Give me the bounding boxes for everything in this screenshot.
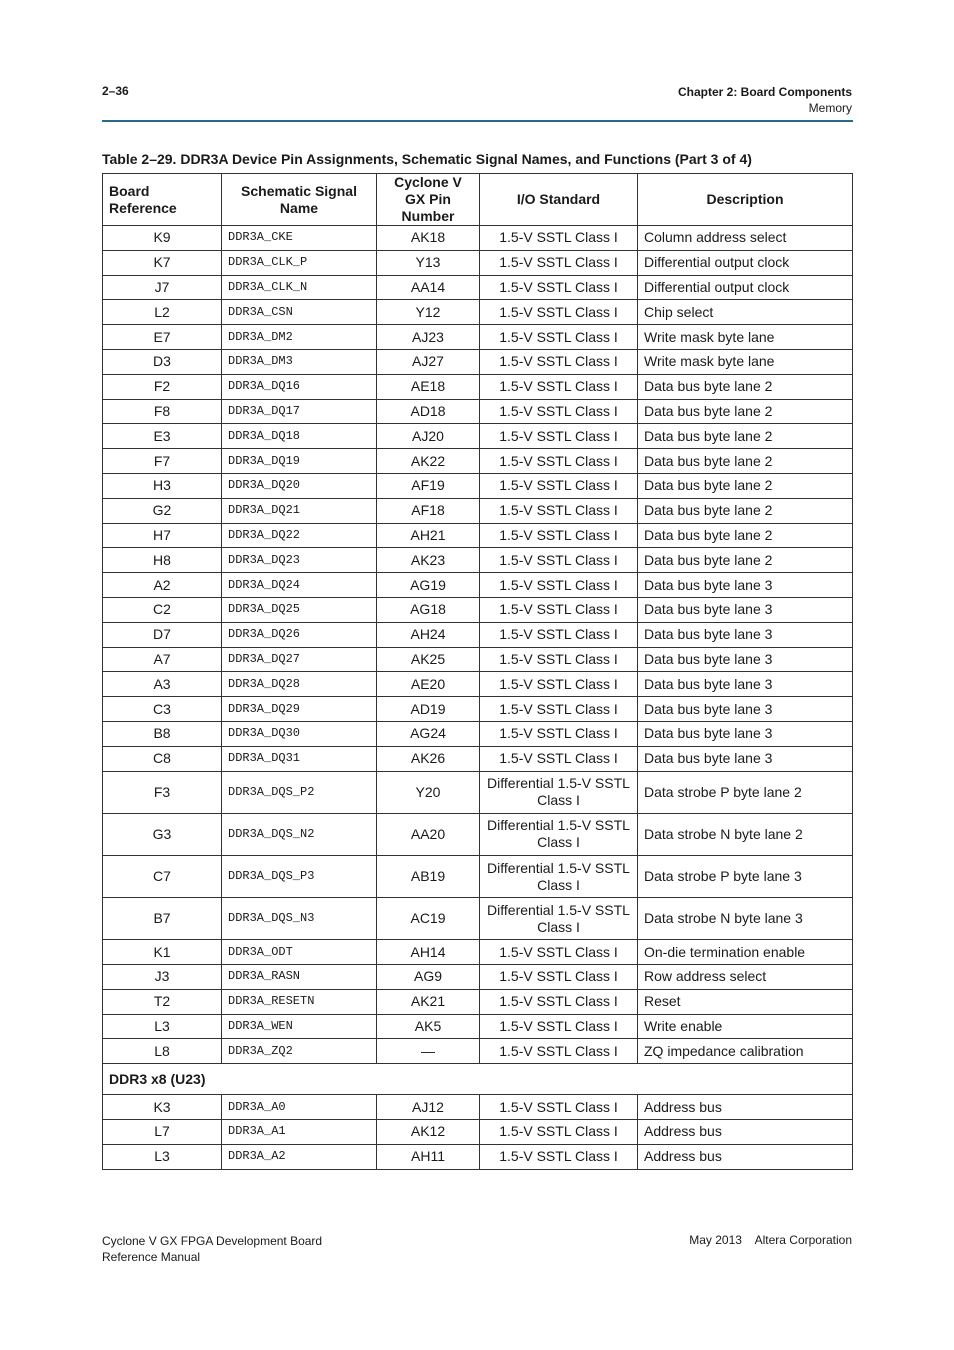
signal-name-cell: DDR3A_CLK_P [222,250,377,275]
io-standard-cell: 1.5-V SSTL Class I [480,965,638,990]
pin-number-cell: AC19 [377,898,480,940]
pin-number-cell: AJ12 [377,1095,480,1120]
pin-number-cell: AK18 [377,226,480,251]
description-cell: Data bus byte lane 2 [638,473,853,498]
pin-number-cell: AF18 [377,498,480,523]
io-standard-cell: 1.5-V SSTL Class I [480,1095,638,1120]
description-cell: Data bus byte lane 2 [638,374,853,399]
board-reference-cell: L8 [103,1039,222,1064]
pin-number-cell: Y20 [377,771,480,813]
pin-number-cell: AG18 [377,597,480,622]
section-title: Memory [808,101,852,115]
io-standard-cell: 1.5-V SSTL Class I [480,672,638,697]
table-row [103,498,853,523]
footer-date-company: May 2013 Altera Corporation [689,1233,852,1247]
footer-doc-title [102,1233,322,1265]
board-reference-cell: F3 [103,771,222,813]
table-row [103,548,853,573]
board-reference-cell: J7 [103,275,222,300]
pin-number-cell: AE20 [377,672,480,697]
table-row [103,1144,853,1169]
table-row [103,1039,853,1064]
pin-number-cell: AJ27 [377,349,480,374]
signal-name-cell: DDR3A_CLK_N [222,275,377,300]
table-row [103,940,853,965]
description-cell: ZQ impedance calibration [638,1039,853,1064]
board-reference-cell: L7 [103,1120,222,1145]
pin-number-cell: — [377,1039,480,1064]
table-row [103,349,853,374]
io-standard-cell: 1.5-V SSTL Class I [480,349,638,374]
description-cell: Address bus [638,1144,853,1169]
column-header: I/O Standard [480,174,638,226]
pin-number-cell: AE18 [377,374,480,399]
table-row [103,813,853,855]
doc-title: Cyclone V GX FPGA Development Board [102,1234,323,1248]
io-standard-cell: 1.5-V SSTL Class I [480,399,638,424]
signal-name-cell: DDR3A_DQ17 [222,399,377,424]
signal-name-cell: DDR3A_DQ24 [222,573,377,598]
table-row [103,1014,853,1039]
pin-number-cell: AK23 [377,548,480,573]
table-row [103,573,853,598]
signal-name-cell: DDR3A_DQS_P2 [222,771,377,813]
table-row [103,250,853,275]
io-standard-cell: 1.5-V SSTL Class I [480,523,638,548]
io-standard-cell: 1.5-V SSTL Class I [480,622,638,647]
io-standard-cell: 1.5-V SSTL Class I [480,473,638,498]
signal-name-cell: DDR3A_DQ23 [222,548,377,573]
description-cell: Data bus byte lane 3 [638,573,853,598]
board-reference-cell: G2 [103,498,222,523]
board-reference-cell: G3 [103,813,222,855]
description-cell: Reset [638,989,853,1014]
io-standard-cell: 1.5-V SSTL Class I [480,1144,638,1169]
pin-number-cell: AK22 [377,449,480,474]
description-cell: Differential output clock [638,250,853,275]
board-reference-cell: K9 [103,226,222,251]
io-standard-cell: Differential 1.5-V SSTL Class I [480,898,638,940]
pin-number-cell: Y13 [377,250,480,275]
board-reference-cell: B7 [103,898,222,940]
table-row [103,989,853,1014]
pin-number-cell: AG9 [377,965,480,990]
description-cell: Data bus byte lane 3 [638,597,853,622]
table-row [103,1095,853,1120]
signal-name-cell: DDR3A_CSN [222,300,377,325]
pin-number-cell: AG24 [377,721,480,746]
description-cell: Data bus byte lane 3 [638,746,853,771]
io-standard-cell: 1.5-V SSTL Class I [480,250,638,275]
page-number: 2–36 [102,84,129,98]
signal-name-cell: DDR3A_A1 [222,1120,377,1145]
description-cell: Data bus byte lane 2 [638,424,853,449]
table-row [103,622,853,647]
table-row [103,746,853,771]
description-cell: Column address select [638,226,853,251]
pin-number-cell: AK26 [377,746,480,771]
description-cell: Data bus byte lane 2 [638,548,853,573]
signal-name-cell: DDR3A_WEN [222,1014,377,1039]
pin-number-cell: AD18 [377,399,480,424]
board-reference-cell: H3 [103,473,222,498]
pin-number-cell: AJ23 [377,325,480,350]
table-body [103,1095,853,1169]
signal-name-cell: DDR3A_DQ16 [222,374,377,399]
pin-number-cell: AJ20 [377,424,480,449]
io-standard-cell: 1.5-V SSTL Class I [480,647,638,672]
table-row [103,449,853,474]
signal-name-cell: DDR3A_DQ19 [222,449,377,474]
io-standard-cell: 1.5-V SSTL Class I [480,746,638,771]
signal-name-cell: DDR3A_DM2 [222,325,377,350]
signal-name-cell: DDR3A_CKE [222,226,377,251]
table-header-row [103,174,853,226]
description-cell: Data bus byte lane 2 [638,498,853,523]
running-header [678,84,852,116]
board-reference-cell: D3 [103,349,222,374]
table-row [103,399,853,424]
board-reference-cell: F2 [103,374,222,399]
board-reference-cell: F8 [103,399,222,424]
board-reference-cell: H8 [103,548,222,573]
description-cell: Write enable [638,1014,853,1039]
description-cell: Data strobe P byte lane 3 [638,855,853,897]
description-cell: Data strobe P byte lane 2 [638,771,853,813]
signal-name-cell: DDR3A_RASN [222,965,377,990]
signal-name-cell: DDR3A_A0 [222,1095,377,1120]
board-reference-cell: H7 [103,523,222,548]
description-cell: Data bus byte lane 2 [638,399,853,424]
table-row [103,771,853,813]
table-row [103,473,853,498]
description-cell: Data bus byte lane 3 [638,697,853,722]
signal-name-cell: DDR3A_DQ22 [222,523,377,548]
table-row [103,672,853,697]
io-standard-cell: 1.5-V SSTL Class I [480,300,638,325]
board-reference-cell: C7 [103,855,222,897]
table-row [103,275,853,300]
signal-name-cell: DDR3A_DQ30 [222,721,377,746]
signal-name-cell: DDR3A_DQS_P3 [222,855,377,897]
io-standard-cell: 1.5-V SSTL Class I [480,1014,638,1039]
description-cell: Data bus byte lane 3 [638,622,853,647]
table-body [103,226,853,1064]
chapter-title: Chapter 2: Board Components [677,85,852,99]
signal-name-cell: DDR3A_DQ25 [222,597,377,622]
signal-name-cell: DDR3A_DQS_N2 [222,813,377,855]
table-row [103,697,853,722]
signal-name-cell: DDR3A_RESETN [222,989,377,1014]
description-cell: Data strobe N byte lane 3 [638,898,853,940]
pin-number-cell: AK12 [377,1120,480,1145]
board-reference-cell: L3 [103,1144,222,1169]
signal-name-cell: DDR3A_ZQ2 [222,1039,377,1064]
table-row [103,721,853,746]
board-reference-cell: D7 [103,622,222,647]
signal-name-cell: DDR3A_DQ21 [222,498,377,523]
board-reference-cell: K7 [103,250,222,275]
signal-name-cell: DDR3A_DQ28 [222,672,377,697]
section-label: DDR3 x8 (U23) [103,1064,853,1095]
table-row [103,300,853,325]
pin-number-cell: AH14 [377,940,480,965]
table-row [103,898,853,940]
board-reference-cell: L3 [103,1014,222,1039]
description-cell: Address bus [638,1095,853,1120]
board-reference-cell: C2 [103,597,222,622]
signal-name-cell: DDR3A_ODT [222,940,377,965]
column-header: Cyclone V GX Pin Number [377,174,480,226]
pin-number-cell: AA20 [377,813,480,855]
header-rule [102,120,853,122]
description-cell: On-die termination enable [638,940,853,965]
table-row [103,1120,853,1145]
board-reference-cell: F7 [103,449,222,474]
signal-name-cell: DDR3A_DQS_N3 [222,898,377,940]
description-cell: Data bus byte lane 2 [638,523,853,548]
io-standard-cell: 1.5-V SSTL Class I [480,989,638,1014]
io-standard-cell: 1.5-V SSTL Class I [480,1120,638,1145]
table-row [103,226,853,251]
board-reference-cell: A3 [103,672,222,697]
description-cell: Data bus byte lane 3 [638,647,853,672]
description-cell: Data bus byte lane 3 [638,672,853,697]
table-caption: Table 2–29. DDR3A Device Pin Assignments, Schematic Signal Names, and Functions (Part 3 of 4) [102,151,752,167]
column-header: Schematic Signal Name [222,174,377,226]
board-reference-cell: E7 [103,325,222,350]
io-standard-cell: 1.5-V SSTL Class I [480,697,638,722]
table-row [103,647,853,672]
description-cell: Differential output clock [638,275,853,300]
board-reference-cell: K3 [103,1095,222,1120]
io-standard-cell: 1.5-V SSTL Class I [480,275,638,300]
table-row [103,523,853,548]
pin-number-cell: AG19 [377,573,480,598]
io-standard-cell: 1.5-V SSTL Class I [480,597,638,622]
table-row [103,325,853,350]
io-standard-cell: 1.5-V SSTL Class I [480,573,638,598]
pin-number-cell: AK5 [377,1014,480,1039]
pin-number-cell: AH21 [377,523,480,548]
board-reference-cell: J3 [103,965,222,990]
pin-number-cell: AF19 [377,473,480,498]
description-cell: Data bus byte lane 2 [638,449,853,474]
table-row [103,374,853,399]
io-standard-cell: 1.5-V SSTL Class I [480,374,638,399]
signal-name-cell: DDR3A_DM3 [222,349,377,374]
io-standard-cell: 1.5-V SSTL Class I [480,721,638,746]
signal-name-cell: DDR3A_DQ29 [222,697,377,722]
pin-number-cell: Y12 [377,300,480,325]
column-header: Board Reference [103,174,222,226]
pin-number-cell: AB19 [377,855,480,897]
table-row [103,855,853,897]
signal-name-cell: DDR3A_DQ18 [222,424,377,449]
description-cell: Address bus [638,1120,853,1145]
description-cell: Row address select [638,965,853,990]
description-cell: Data bus byte lane 3 [638,721,853,746]
pin-number-cell: AH24 [377,622,480,647]
signal-name-cell: DDR3A_A2 [222,1144,377,1169]
section-row [103,1064,853,1095]
board-reference-cell: C8 [103,746,222,771]
board-reference-cell: A7 [103,647,222,672]
io-standard-cell: Differential 1.5-V SSTL Class I [480,855,638,897]
io-standard-cell: 1.5-V SSTL Class I [480,449,638,474]
pin-assignment-table [102,173,853,1170]
io-standard-cell: 1.5-V SSTL Class I [480,424,638,449]
description-cell: Data strobe N byte lane 2 [638,813,853,855]
table-row [103,424,853,449]
io-standard-cell: 1.5-V SSTL Class I [480,940,638,965]
signal-name-cell: DDR3A_DQ26 [222,622,377,647]
description-cell: Write mask byte lane [638,325,853,350]
table-section [103,1064,853,1095]
description-cell: Write mask byte lane [638,349,853,374]
description-cell: Chip select [638,300,853,325]
io-standard-cell: Differential 1.5-V SSTL Class I [480,771,638,813]
doc-subtitle: Reference Manual [102,1250,201,1264]
table-row [103,597,853,622]
board-reference-cell: E3 [103,424,222,449]
io-standard-cell: 1.5-V SSTL Class I [480,1039,638,1064]
column-header: Description [638,174,853,226]
signal-name-cell: DDR3A_DQ27 [222,647,377,672]
io-standard-cell: 1.5-V SSTL Class I [480,325,638,350]
pin-number-cell: AH11 [377,1144,480,1169]
io-standard-cell: Differential 1.5-V SSTL Class I [480,813,638,855]
signal-name-cell: DDR3A_DQ31 [222,746,377,771]
board-reference-cell: B8 [103,721,222,746]
board-reference-cell: L2 [103,300,222,325]
pin-number-cell: AK25 [377,647,480,672]
pin-number-cell: AD19 [377,697,480,722]
pin-number-cell: AA14 [377,275,480,300]
io-standard-cell: 1.5-V SSTL Class I [480,226,638,251]
io-standard-cell: 1.5-V SSTL Class I [480,548,638,573]
table-row [103,965,853,990]
io-standard-cell: 1.5-V SSTL Class I [480,498,638,523]
board-reference-cell: T2 [103,989,222,1014]
signal-name-cell: DDR3A_DQ20 [222,473,377,498]
board-reference-cell: K1 [103,940,222,965]
board-reference-cell: A2 [103,573,222,598]
board-reference-cell: C3 [103,697,222,722]
pin-number-cell: AK21 [377,989,480,1014]
